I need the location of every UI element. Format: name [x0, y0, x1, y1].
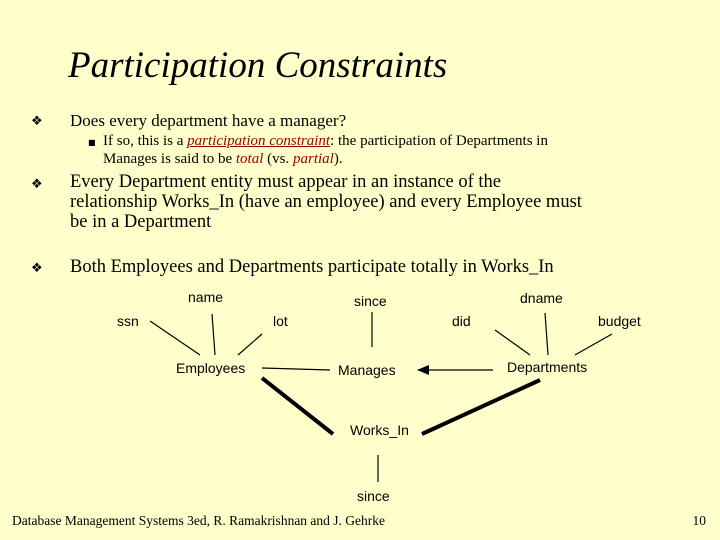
attr-budget: budget — [598, 313, 641, 329]
attr-since-bottom: since — [357, 488, 390, 504]
relationship-manages: Manages — [338, 362, 396, 378]
bullet-2-line-3: be in a Department — [70, 212, 212, 232]
sub-bullet-icon: ■ — [88, 138, 96, 147]
lot-employees-line — [238, 334, 262, 355]
bullet-1-text: Does every department have a manager? — [70, 111, 347, 130]
bullet-icon: ❖ — [31, 114, 43, 129]
did-departments-line — [495, 330, 530, 355]
sub-text-c: Manages is said to be — [103, 151, 236, 167]
entity-departments: Departments — [507, 359, 588, 375]
dname-departments-line — [545, 313, 548, 355]
attr-lot: lot — [273, 313, 288, 329]
employees-manages-line — [262, 368, 330, 370]
bullet-icon: ❖ — [31, 261, 43, 276]
bullet-3-text: Both Employees and Departments participate totally in Works_In — [70, 257, 554, 277]
bullet-2-line-2: relationship Works_In (have an employee) and every Employee must — [70, 192, 582, 212]
sub-text-b: : the participation of Departments in — [330, 133, 548, 149]
attr-did: did — [452, 313, 471, 329]
entity-employees: Employees — [176, 360, 246, 376]
sub-text-e: ). — [333, 151, 343, 167]
relationship-works-in: Works_In — [350, 422, 409, 438]
page-number: 10 — [692, 513, 706, 528]
employees-worksin-total-line — [262, 378, 333, 434]
name-employees-line — [212, 314, 215, 355]
slide-title: Participation Constraints — [68, 45, 448, 86]
budget-departments-line — [575, 334, 612, 355]
bullet-icon: ❖ — [31, 177, 43, 192]
attr-dname: dname — [520, 290, 563, 306]
sub-text-a: If so, this is a — [103, 133, 188, 149]
attr-ssn: ssn — [117, 313, 139, 329]
partial-term: partial — [293, 151, 334, 167]
bullet-2-line-1: Every Department entity must appear in an instance of the — [70, 172, 502, 192]
ssn-employees-line — [150, 321, 200, 355]
attr-since-top: since — [354, 293, 387, 309]
sub-text-d: (vs. — [263, 151, 293, 167]
attr-name: name — [188, 289, 224, 305]
participation-constraint-term: participation constraint — [187, 133, 331, 149]
departments-worksin-total-line — [422, 380, 540, 434]
total-term: total — [235, 151, 264, 167]
footer-citation: Database Management Systems 3ed, R. Ramakrishnan and J. Gehrke — [12, 513, 386, 528]
